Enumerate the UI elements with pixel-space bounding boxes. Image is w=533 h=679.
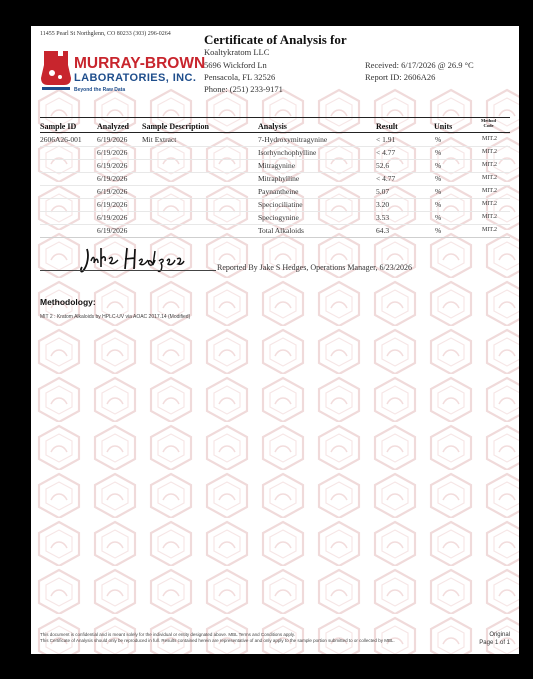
row-divider [40, 172, 510, 173]
cell-analyzed: 6/19/2026 [97, 200, 128, 209]
client-phone: Phone: (251) 233-9171 [204, 84, 283, 94]
cell-result: 52.6 [376, 161, 390, 170]
table-header-rule [40, 132, 510, 133]
cell-analyzed: 6/19/2026 [97, 174, 128, 183]
reported-by: Reported By Jake S Hedges, Operations Manager, 6/23/2026 [217, 263, 412, 272]
col-code-label: Code [483, 123, 494, 128]
cell-units: % [435, 187, 442, 196]
cell-result: 5.07 [376, 187, 390, 196]
cell-method: MIT.2 [482, 162, 498, 168]
cell-result: < 4.77 [376, 148, 396, 157]
row-divider [40, 237, 510, 238]
cell-analyzed: 6/19/2026 [97, 226, 128, 235]
cell-result: 64.3 [376, 226, 390, 235]
cell-result: < 4.77 [376, 174, 396, 183]
col-result: Result [376, 122, 398, 131]
cell-units: % [435, 226, 442, 235]
cell-result: 3.20 [376, 200, 390, 209]
cell-description: Mit Extract [142, 135, 177, 144]
cell-method: MIT.2 [482, 188, 498, 194]
col-analysis: Analysis [258, 122, 287, 131]
cell-analysis: Speciociliatine [258, 200, 303, 209]
lab-logo [38, 43, 206, 95]
signature-line [40, 270, 216, 271]
row-divider [40, 146, 510, 147]
received-date: Received: 6/17/2026 @ 26.9 °C [365, 60, 474, 70]
cell-result: < 1.91 [376, 135, 396, 144]
certificate-title: Certificate of Analysis for [204, 32, 347, 47]
cell-units: % [435, 200, 442, 209]
methodology-text: MIT 2 : Kratom Alkaloids by HPLC-UV via AOAC 2017.14 (Modified) [40, 314, 191, 320]
certificate-page [31, 26, 519, 654]
cell-sample-id: 2606A26-001 [40, 135, 82, 144]
cell-analyzed: 6/19/2026 [97, 187, 128, 196]
col-sample-id: Sample ID [40, 122, 77, 131]
col-method-code [481, 118, 496, 128]
row-divider [40, 159, 510, 160]
cell-analyzed: 6/19/2026 [97, 213, 128, 222]
disclaimer-line-2: This Certificate of Analysis should only be reproduced in full. Results contained herein are representative of and only apply to the sample portion submitted to or collected by MBL. [40, 638, 395, 643]
cell-analysis: Total Alkaloids [258, 226, 304, 235]
cell-result: 3.53 [376, 213, 390, 222]
row-divider [40, 211, 510, 212]
col-analyzed: Analyzed [97, 122, 129, 131]
cell-method: MIT.2 [482, 136, 498, 142]
col-method-label: Method [481, 118, 496, 123]
client-street: 5696 Wickford Ln [204, 60, 267, 70]
cell-units: % [435, 148, 442, 157]
cell-method: MIT.2 [482, 227, 498, 233]
cell-analysis: Paynantheine [258, 187, 299, 196]
cell-method: MIT.2 [482, 175, 498, 181]
logo-tagline: Beyond the Raw Data [74, 87, 126, 93]
original-label: Original [489, 632, 510, 638]
cell-units: % [435, 161, 442, 170]
cell-analysis: Mitraphylline [258, 174, 300, 183]
methodology-title: Methodology: [40, 297, 96, 307]
cell-analysis: Speciogynine [258, 213, 299, 222]
logo-text-line2: LABORATORIES, INC. [74, 72, 197, 84]
row-divider [40, 185, 510, 186]
report-id: Report ID: 2606A26 [365, 72, 436, 82]
col-units: Units [434, 122, 453, 131]
page-number: Page 1 of 1 [479, 640, 510, 646]
row-divider [40, 224, 510, 225]
cell-analyzed: 6/19/2026 [97, 148, 128, 157]
client-name: Koaltykratom LLC [204, 47, 270, 57]
cell-analysis: 7-Hydroxymitragynine [258, 135, 328, 144]
table-top-rule [40, 117, 510, 118]
cell-analyzed: 6/19/2026 [97, 135, 128, 144]
cell-units: % [435, 213, 442, 222]
cell-analysis: Mitragynine [258, 161, 296, 170]
cell-method: MIT.2 [482, 214, 498, 220]
lab-address: 11455 Pearl St Northglenn, CO 80233 (303) 296-0264 [40, 31, 171, 37]
disclaimer-line-1: This document is confidential and is meant solely for the individual or entity designated above. MBL Terms and Conditions apply. [40, 632, 296, 637]
cell-analyzed: 6/19/2026 [97, 161, 128, 170]
client-city: Pensacola, FL 32526 [204, 72, 276, 82]
cell-analysis: Isorhynchophylline [258, 148, 317, 157]
logo-text-line1: MURRAY-BROWN [74, 55, 206, 72]
cell-units: % [435, 135, 442, 144]
col-sample-description: Sample Description [142, 122, 209, 131]
row-divider [40, 198, 510, 199]
cell-method: MIT.2 [482, 149, 498, 155]
cell-method: MIT.2 [482, 201, 498, 207]
cell-units: % [435, 174, 442, 183]
